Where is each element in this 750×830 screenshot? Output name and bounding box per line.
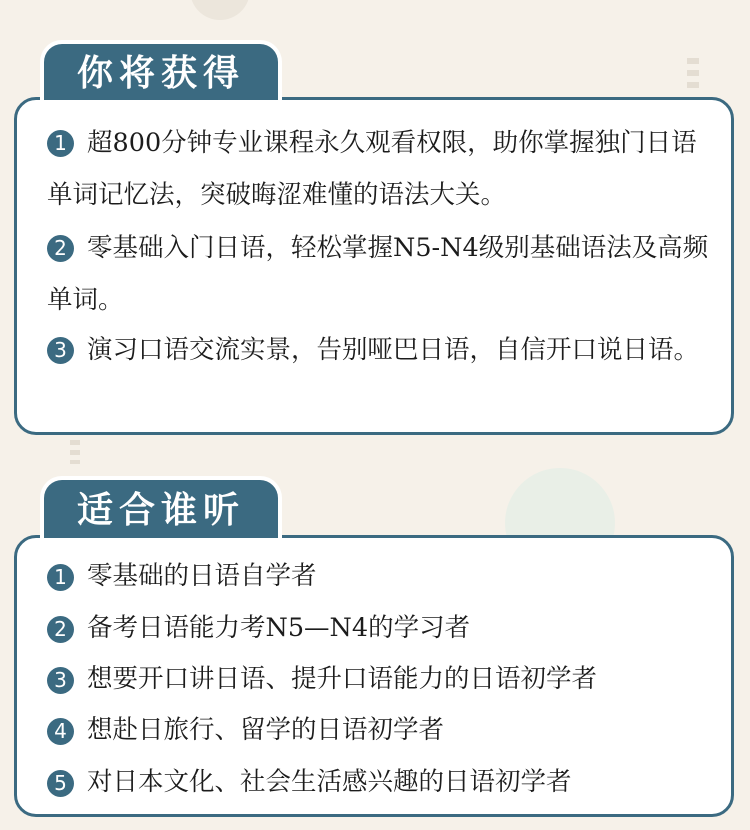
benefit-item-2 <box>47 222 715 326</box>
audience-text-5: 对日本文化、社会生活感兴趣的日语初学者 <box>87 767 572 797</box>
section-title-audience: 适合谁听 <box>40 476 282 538</box>
benefit-text-2: 零基础入门日语，轻松掌握N5-N4级别基础语法及高频单词。 <box>47 233 709 315</box>
decor-dashes-left <box>70 440 80 464</box>
number-badge: 3 <box>47 667 74 694</box>
audience-item-2 <box>47 602 715 654</box>
benefit-text-3: 演习口语交流实景，告别哑巴日语，自信开口说日语。 <box>87 335 700 365</box>
audience-text-2: 备考日语能力考N5—N4的学习者 <box>87 613 471 643</box>
number-badge: 5 <box>47 770 74 797</box>
audience-item-4 <box>47 704 715 756</box>
audience-text-3: 想要开口讲日语、提升口语能力的日语初学者 <box>87 664 598 694</box>
audience-card <box>14 535 734 817</box>
number-badge: 4 <box>47 718 74 745</box>
audience-text-1: 零基础的日语自学者 <box>87 561 317 591</box>
benefits-card <box>14 97 734 435</box>
number-badge: 1 <box>47 564 74 591</box>
number-badge: 2 <box>47 616 74 643</box>
audience-item-5 <box>47 756 715 808</box>
audience-item-1 <box>47 550 715 602</box>
benefit-item-3 <box>47 324 715 376</box>
decor-circle-top <box>190 0 250 20</box>
section-title-benefits: 你将获得 <box>40 40 282 100</box>
audience-item-3 <box>47 653 715 705</box>
number-badge: 2 <box>47 235 74 262</box>
number-badge: 3 <box>47 337 74 364</box>
benefit-text-1: 超800分钟专业课程永久观看权限，助你掌握独门日语单词记忆法，突破晦涩难懂的语法大关。 <box>47 128 697 210</box>
benefit-item-1 <box>47 117 715 221</box>
number-badge: 1 <box>47 130 74 157</box>
decor-dashes-right <box>687 58 699 88</box>
audience-text-4: 想赴日旅行、留学的日语初学者 <box>87 715 445 745</box>
